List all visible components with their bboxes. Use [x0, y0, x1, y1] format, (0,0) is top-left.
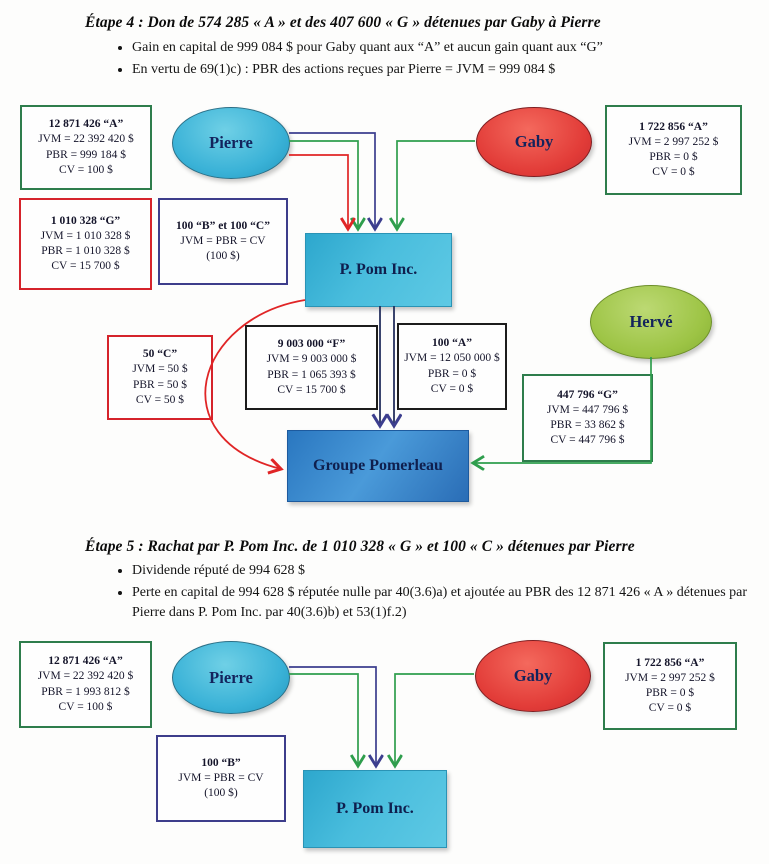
infobox-line: CV = 100 $	[59, 163, 113, 176]
step5-title: Étape 5 : Rachat par P. Pom Inc. de 1 010 328 « G » et 100 « C » détenues par Pierre	[85, 538, 635, 555]
entity-gaby-label: Gaby	[513, 666, 553, 685]
company-groupe-pomerleau	[287, 430, 469, 502]
infobox-line: CV = 50 $	[135, 393, 185, 406]
company-ppom-inc-step5	[303, 770, 447, 848]
infobox-line: 50 “C”	[142, 348, 178, 361]
infobox-line: JVM = 22 392 420 $	[38, 133, 134, 146]
company-ppom-label: P. Pom Inc.	[339, 261, 418, 278]
infobox-line: CV = 15 700 $	[51, 260, 120, 273]
entity-pierre-step5	[172, 641, 290, 714]
step4-bullet-2: • En vertu de 69(1)c) : PBR des actions reçues par Pierre = JVM = 999 084 $	[132, 60, 769, 79]
infobox-pierre-shares-a-step5	[19, 641, 152, 728]
entity-gaby	[476, 107, 592, 177]
connector-gaby-ppom-green	[397, 141, 475, 229]
infobox-line: JVM = 12 050 000 $	[404, 352, 500, 365]
step5-bullet-1: • Dividende réputé de 994 628 $	[132, 561, 757, 580]
infobox-line: 1 010 328 “G”	[50, 214, 121, 227]
infobox-line: 447 796 “G”	[557, 388, 618, 401]
connector-pierre-ppom-green-step5	[289, 674, 358, 766]
company-ppom-inc	[305, 233, 452, 307]
entity-herve-label: Hervé	[629, 312, 673, 331]
infobox-shares-f	[245, 325, 378, 410]
entity-pierre-label: Pierre	[209, 133, 253, 152]
infobox-line: 9 003 000 “F”	[277, 338, 346, 351]
infobox-herve-shares-g	[522, 374, 653, 462]
step5-bullet-2: • Perte en capital de 994 628 $ réputée nulle par 40(3.6)a) et ajoutée au PBR des 12 871 426 « A » détenues par Pierre dans P. Pom Inc. par 40(3.6)b) et 53(1)f.2)	[132, 583, 757, 622]
infobox-shares-100a	[397, 323, 507, 410]
infobox-line: (100 $)	[204, 787, 238, 800]
infobox-line: CV = 100 $	[58, 700, 113, 713]
infobox-line: 100 “B” et 100 “C”	[176, 219, 270, 232]
infobox-line: PBR = 1 010 328 $	[41, 245, 130, 257]
infobox-pierre-shares-g	[19, 198, 152, 290]
entity-pierre-label: Pierre	[209, 667, 253, 687]
infobox-pierre-shares-a	[20, 105, 152, 190]
infobox-pierre-shares-b-c	[158, 198, 288, 285]
infobox-line: CV = 15 700 $	[277, 383, 346, 396]
connector-pierre-ppom-navy	[289, 133, 375, 229]
entity-gaby-step5	[475, 640, 591, 712]
infobox-line: PBR = 0 $	[649, 151, 698, 163]
infobox-line: JVM = 22 392 420 $	[37, 670, 134, 683]
infobox-gaby-shares-a-step5	[603, 642, 737, 730]
infobox-line: 12 871 426 “A”	[48, 655, 123, 668]
infobox-gaby-shares-a	[605, 105, 742, 195]
infobox-line: PBR = 0 $	[427, 367, 477, 380]
infobox-line: JVM = 50 $	[132, 363, 188, 376]
infobox-line: 1 722 856 “A”	[639, 120, 708, 133]
infobox-line: 12 871 426 “A”	[48, 118, 124, 131]
infobox-pierre-shares-b-step5	[156, 735, 286, 822]
infobox-line: PBR = 0 $	[645, 687, 695, 699]
connector-gaby-ppom-green-step5	[395, 674, 474, 766]
connector-pierre-ppom-red	[289, 155, 348, 229]
infobox-line: 100 “A”	[432, 337, 472, 350]
infobox-line: 1 722 856 “A”	[635, 656, 705, 669]
infobox-line: PBR = 1 993 812 $	[41, 685, 130, 698]
infobox-line: CV = 0 $	[652, 166, 695, 179]
infobox-line: JVM = PBR = CV	[178, 771, 264, 784]
step4-title: Étape 4 : Don de 574 285 « A » et des 407 600 « G » détenues par Gaby à Pierre	[85, 14, 601, 31]
step4-bullet-1: • Gain en capital de 999 084 $ pour Gaby quant aux “A” et aucun gain quant aux “G”	[132, 38, 769, 57]
step5-bullet-list	[100, 561, 757, 625]
connector-pierre-ppom-green	[289, 141, 358, 229]
infobox-line: PBR = 1 065 393 $	[267, 368, 356, 381]
infobox-line: 100 “B”	[201, 756, 241, 769]
infobox-line: CV = 0 $	[648, 702, 692, 715]
infobox-line: CV = 447 796 $	[550, 434, 625, 447]
infobox-line: JVM = 9 003 000 $	[266, 353, 357, 366]
infobox-line: (100 $)	[206, 250, 240, 263]
step4-bullet-list	[100, 38, 769, 83]
infobox-line: PBR = 33 862 $	[550, 419, 625, 431]
entity-pierre	[172, 107, 290, 179]
infobox-line: JVM = 2 997 252 $	[625, 671, 715, 684]
company-pomerleau-label: Groupe Pomerleau	[313, 457, 443, 474]
connector-pierre-ppom-navy-step5	[289, 667, 376, 766]
infobox-shares-50c	[107, 335, 213, 420]
infobox-line: JVM = 2 997 252 $	[628, 135, 719, 148]
company-ppom-label: P. Pom Inc.	[336, 800, 414, 817]
infobox-line: JVM = 1 010 328 $	[40, 229, 131, 242]
entity-herve	[590, 285, 712, 359]
infobox-line: PBR = 999 184 $	[46, 148, 126, 161]
infobox-line: JVM = 447 796 $	[546, 403, 629, 416]
infobox-line: CV = 0 $	[430, 382, 474, 395]
infobox-line: PBR = 50 $	[132, 378, 188, 391]
entity-gaby-label: Gaby	[514, 132, 554, 151]
infobox-line: JVM = PBR = CV	[180, 234, 266, 247]
